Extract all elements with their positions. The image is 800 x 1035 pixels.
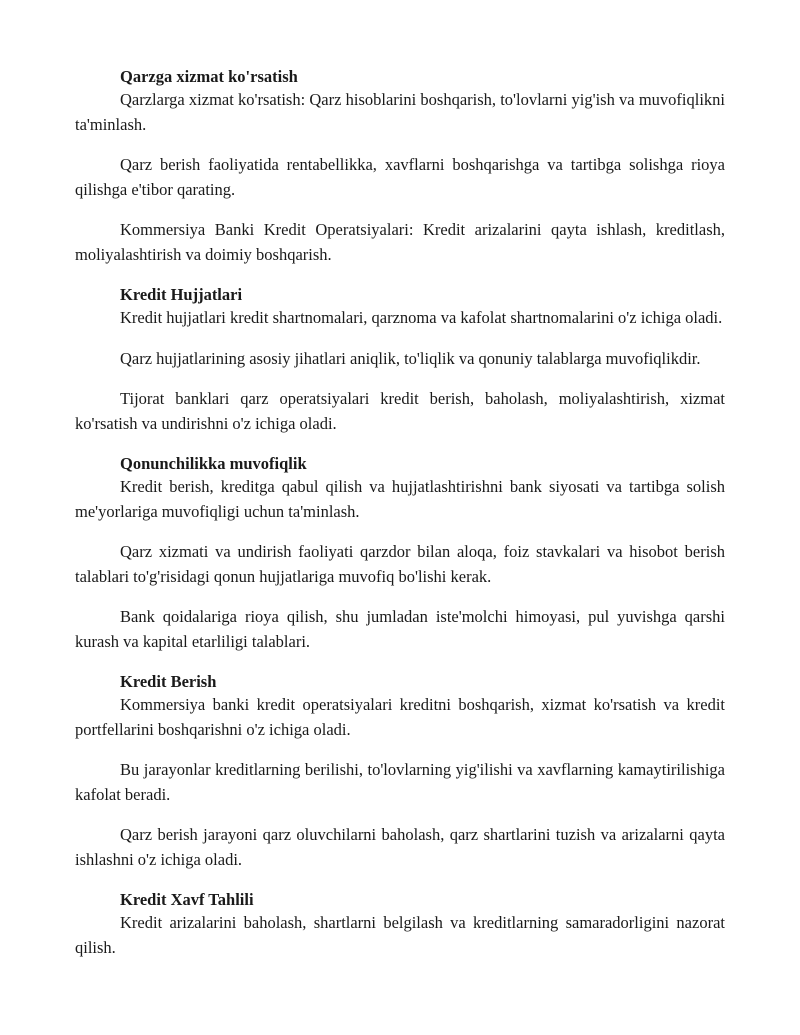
paragraph: Kommersiya banki kredit operatsiyalari kreditni boshqarish, xizmat ko'rsatish va kredit portfellarini boshqarishni o'z ichiga oladi. — [75, 695, 725, 739]
paragraph: Kommersiya Banki Kredit Operatsiyalari: Kredit arizalarini qayta ishlash, kreditlash, moliyalashtirish va doimiy boshqarish. — [75, 220, 725, 264]
section-heading: Kredit Berish — [120, 672, 217, 691]
paragraph: Qarzlarga xizmat ko'rsatish: Qarz hisoblarini boshqarish, to'lovlarni yig'ish va muvofiqlikni ta'minlash. — [75, 90, 725, 134]
section-qarzga-xizmat — [75, 65, 725, 267]
section-kredit-xavf-tahlili — [75, 888, 725, 960]
paragraph: Qarz berish faoliyatida rentabellikka, xavflarni boshqarishga va tartibga solishga rioya qilishga e'tibor qarating. — [75, 155, 725, 199]
section-kredit-berish — [75, 670, 725, 872]
paragraph: Qarz xizmati va undirish faoliyati qarzdor bilan aloqa, foiz stavkalari va hisobot berish talablari to'g'risidagi qonun hujjatlariga muvofiq bo'lishi kerak. — [75, 542, 725, 586]
section-heading: Kredit Hujjatlari — [120, 285, 243, 304]
paragraph: Tijorat banklari qarz operatsiyalari kredit berish, baholash, moliyalashtirish, xizmat ko'rsatish va undirishni o'z ichiga oladi. — [75, 389, 725, 433]
section-kredit-hujjatlari — [75, 283, 725, 436]
document-page — [75, 65, 725, 976]
paragraph: Kredit berish, kreditga qabul qilish va hujjatlashtirishni bank siyosati va tartibga solish me'yorlariga muvofiqligi uchun ta'minlash. — [75, 477, 725, 521]
paragraph: Qarz hujjatlarining asosiy jihatlari aniqlik, to'liqlik va qonuniy talablarga muvofiqlikdir. — [120, 348, 701, 368]
paragraph: Kredit hujjatlari kredit shartnomalari, qarznoma va kafolat shartnomalarini o'z ichiga oladi. — [120, 308, 723, 327]
paragraph: Bu jarayonlar kreditlarning berilishi, to'lovlarning yig'ilishi va xavflarning kamaytirilishiga kafolat beradi. — [75, 760, 725, 804]
section-heading: Kredit Xavf Tahlili — [120, 890, 254, 909]
paragraph: Bank qoidalariga rioya qilish, shu jumladan iste'molchi himoyasi, pul yuvishga qarshi kurash va kapital etarliligi talablari. — [75, 607, 725, 651]
section-qonunchilikka-muvofiqlik — [75, 452, 725, 654]
section-heading: Qonunchilikka muvofiqlik — [120, 454, 307, 473]
paragraph: Kredit arizalarini baholash, shartlarni belgilash va kreditlarning samaradorligini nazorat qilish. — [75, 913, 725, 957]
section-heading: Qarzga xizmat ko'rsatish — [120, 67, 298, 86]
paragraph: Qarz berish jarayoni qarz oluvchilarni baholash, qarz shartlarini tuzish va arizalarni qayta ishlashni o'z ichiga oladi. — [75, 825, 725, 869]
